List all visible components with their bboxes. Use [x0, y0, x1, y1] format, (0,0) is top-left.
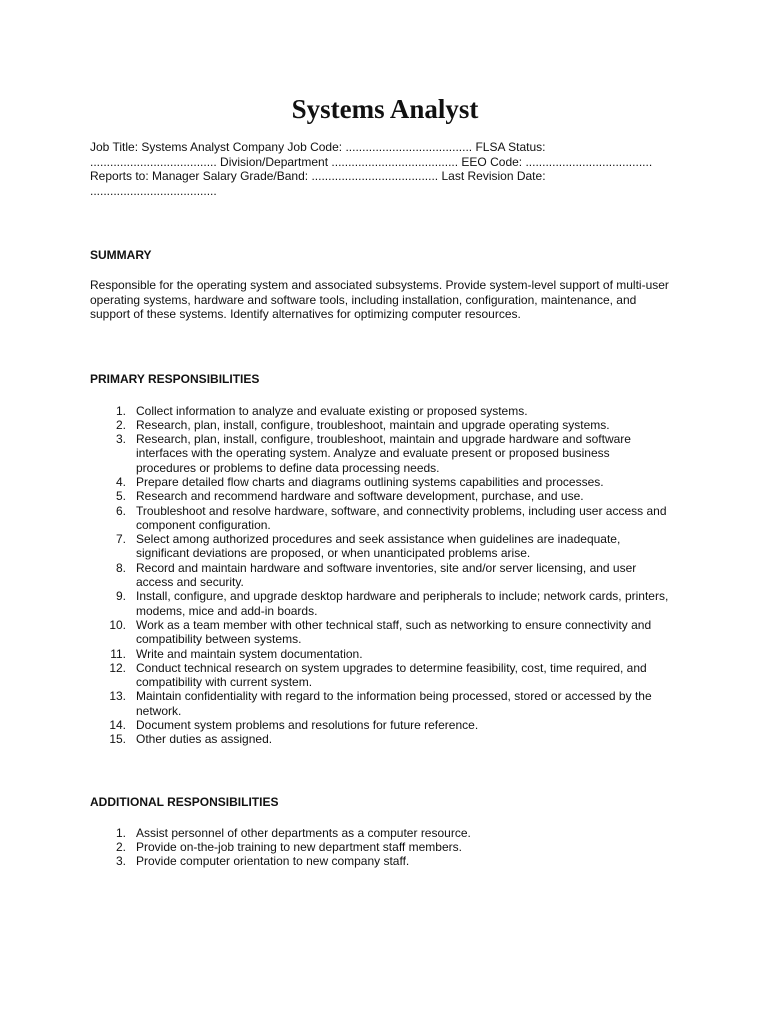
list-item [90, 840, 680, 854]
item-text: Record and maintain hardware and software inventories, site and/or server licensing, and user access and security. [136, 560, 637, 590]
list-item [90, 689, 680, 718]
document-page [90, 90, 680, 869]
summary-text: Responsible for the operating system and associated subsystems. Provide system-level support of multi-user operating systems, hardware and software tools, including installation, configuration, maintenance, and support of these systems. Identify alternatives for optimizing computer resources. [90, 278, 669, 321]
item-number: 3. [115, 854, 126, 869]
item-text: Conduct technical research on system upgrades to determine feasibility, cost, time required, and compatibility with current system. [136, 660, 647, 690]
item-number: 15. [109, 732, 126, 747]
item-number: 11. [110, 646, 126, 661]
item-number: 14. [109, 718, 126, 733]
item-number: 3. [115, 432, 126, 447]
list-item [90, 489, 680, 503]
list-item [90, 432, 680, 475]
item-text: Research, plan, install, configure, troubleshoot, maintain and upgrade hardware and software interfaces with the operating system. Analyze and evaluate present or proposed business procedures or problems to define data processing needs. [136, 432, 631, 475]
primary-responsibilities-list [90, 404, 680, 747]
document-title: Systems Analyst [291, 94, 479, 124]
list-item [90, 854, 680, 868]
list-item [90, 532, 680, 561]
item-number: 2. [115, 839, 126, 854]
list-item [90, 732, 680, 746]
item-number: 9. [115, 589, 126, 604]
item-number: 7. [115, 532, 126, 547]
list-item [90, 618, 680, 647]
item-text: Document system problems and resolutions for future reference. [136, 718, 479, 733]
item-text: Maintain confidentiality with regard to the information being processed, stored or accessed by the network. [136, 689, 652, 718]
item-number: 8. [115, 560, 126, 575]
list-item [90, 826, 680, 840]
additional-responsibilities-heading: ADDITIONAL RESPONSIBILITIES [90, 794, 279, 809]
summary-heading: SUMMARY [90, 248, 152, 262]
item-text: Troubleshoot and resolve hardware, software, and connectivity problems, including user access and component configuration. [136, 503, 667, 532]
primary-responsibilities-heading: PRIMARY RESPONSIBILITIES [90, 371, 260, 386]
item-text: Provide on-the-job training to new department staff members. [136, 839, 462, 854]
item-text: Work as a team member with other technical staff, such as networking to ensure connectivity and compatibility between systems. [136, 617, 652, 647]
list-item [90, 661, 680, 690]
item-number: 5. [115, 489, 126, 504]
list-item [90, 589, 680, 618]
item-text: Install, configure, and upgrade desktop hardware and peripherals to include; network cards, printers, modems, mice and add-in boards. [136, 589, 669, 618]
list-item [90, 404, 680, 418]
item-number: 10. [109, 617, 126, 632]
item-number: 1. [115, 825, 126, 840]
item-text: Research, plan, install, configure, troubleshoot, maintain and upgrade operating systems. [136, 417, 610, 432]
job-meta-block: Job Title: Systems Analyst Company Job Code: ...................................... FLSA Status: ...................................... Division/Department ...................................... EEO Code: ...................................... Reports to: Manager Salary Grade/Band: ...................................... Last Revision Date: ...................................... [90, 140, 653, 198]
item-number: 12. [109, 660, 126, 675]
list-item [90, 718, 680, 732]
item-text: Provide computer orientation to new company staff. [136, 854, 410, 869]
item-number: 13. [109, 689, 126, 704]
list-item [90, 561, 680, 590]
item-number: 2. [115, 417, 126, 432]
additional-responsibilities-list [90, 826, 680, 869]
item-text: Select among authorized procedures and seek assistance when guidelines are inadequate, significant deviations are proposed, or when unanticipated problems arise. [136, 532, 621, 561]
list-item [90, 418, 680, 432]
list-item [90, 647, 680, 661]
item-text: Other duties as assigned. [136, 732, 273, 747]
item-number: 6. [115, 503, 126, 518]
list-item [90, 504, 680, 533]
item-text: Write and maintain system documentation. [136, 646, 363, 661]
item-text: Assist personnel of other departments as a computer resource. [136, 825, 471, 840]
item-text: Prepare detailed flow charts and diagrams outlining systems capabilities and processes. [136, 474, 604, 489]
item-number: 4. [115, 474, 126, 489]
item-text: Research and recommend hardware and software development, purchase, and use. [136, 489, 584, 504]
item-number: 1. [115, 403, 126, 418]
item-text: Collect information to analyze and evaluate existing or proposed systems. [136, 403, 528, 418]
list-item [90, 475, 680, 489]
